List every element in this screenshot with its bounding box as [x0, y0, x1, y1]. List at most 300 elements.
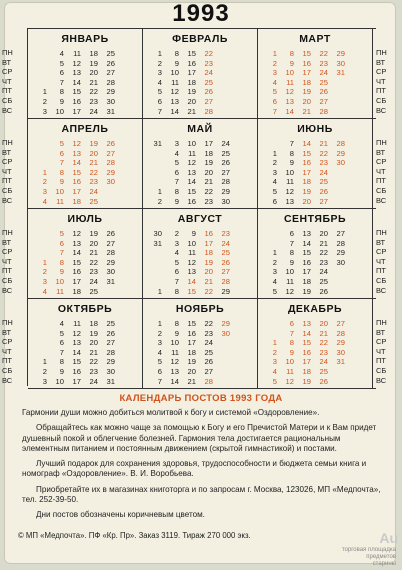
day-cell: 22 — [89, 257, 98, 267]
day-cell: 2 — [157, 328, 162, 338]
day-cell: 15 — [72, 167, 81, 177]
day-cell — [330, 267, 347, 277]
day-cell — [32, 139, 49, 149]
day-cell — [147, 177, 164, 187]
weekday-line — [147, 239, 255, 249]
day-cell: 13 — [302, 229, 311, 238]
day-cell — [330, 287, 347, 297]
day-cell: 26 — [319, 186, 328, 196]
weekday-label: ПН — [2, 228, 13, 237]
month-name: ОКТЯБРЬ — [57, 303, 113, 315]
day-cell: 25 — [319, 276, 328, 286]
day-cell: 3 — [157, 68, 162, 78]
day-cell: 9 — [191, 229, 196, 238]
weekday-label: ЧТ — [2, 346, 12, 356]
day-cell: 7 — [59, 158, 64, 168]
weekday-label: ВС — [376, 285, 387, 295]
day-cell: 8 — [289, 148, 294, 158]
day-cell: 24 — [221, 238, 230, 248]
day-cell: 26 — [319, 286, 328, 296]
weekday-line — [147, 87, 255, 97]
day-cell: 24 — [319, 357, 328, 367]
weekday-line — [32, 68, 140, 78]
day-cell: 25 — [204, 77, 213, 87]
weekday-line — [32, 367, 140, 377]
day-cell: 16 — [187, 328, 196, 338]
day-cell: 22 — [204, 319, 213, 328]
day-cell: 10 — [55, 376, 64, 386]
day-cell: 29 — [221, 186, 230, 196]
weekday-line — [32, 287, 140, 297]
day-cell: 10 — [285, 68, 294, 78]
weekday-group — [2, 138, 13, 205]
day-cell: 15 — [302, 248, 311, 258]
day-cell — [32, 239, 49, 249]
day-cell: 17 — [204, 139, 213, 148]
day-cell: 11 — [188, 248, 196, 258]
day-cell: 23 — [89, 96, 98, 106]
weekday-line — [147, 68, 255, 78]
weekday-label: ВС — [2, 195, 13, 205]
day-cell — [147, 277, 164, 287]
day-cell: 22 — [319, 148, 328, 158]
day-cell: 27 — [106, 238, 115, 248]
weekday-label: ПТ — [2, 266, 12, 276]
day-cell — [32, 229, 49, 239]
day-cell: 21 — [319, 328, 328, 338]
day-cell: 11 — [56, 196, 64, 206]
weekday-line — [262, 139, 370, 149]
weekday-label: ВТ — [376, 147, 386, 157]
weekday-label: ВТ — [2, 327, 12, 337]
day-cell: 13 — [170, 366, 179, 376]
day-cell: 31 — [106, 106, 115, 116]
day-cell: 31 — [153, 139, 162, 148]
day-cell: 28 — [106, 248, 115, 258]
month-block — [258, 299, 373, 388]
day-cell: 4 — [272, 366, 277, 376]
weekday-label: ПН — [376, 138, 387, 147]
month-days — [32, 139, 140, 206]
day-cell: 9 — [59, 96, 64, 106]
day-cell: 4 — [42, 286, 47, 296]
day-cell — [215, 78, 232, 88]
weekday-group — [2, 318, 13, 385]
weekday-label: ЧТ — [2, 256, 12, 266]
month-days — [262, 49, 370, 116]
day-cell: 13 — [72, 68, 81, 78]
day-cell: 2 — [272, 58, 277, 68]
day-cell: 22 — [204, 49, 213, 58]
weekday-label: ВТ — [2, 237, 12, 247]
day-cell: 24 — [221, 139, 230, 148]
month-block — [28, 29, 143, 118]
day-cell: 13 — [187, 267, 196, 277]
day-cell: 28 — [336, 328, 345, 338]
day-cell — [330, 87, 347, 97]
weekday-line — [147, 197, 255, 207]
day-cell: 2 — [157, 196, 162, 206]
day-cell: 3 — [272, 68, 277, 78]
day-cell: 19 — [302, 286, 311, 296]
month-name: СЕНТЯБРЬ — [283, 213, 347, 225]
day-cell: 8 — [289, 49, 294, 58]
day-cell: 15 — [72, 87, 81, 97]
day-cell: 16 — [302, 257, 311, 267]
day-cell: 11 — [188, 148, 196, 158]
day-cell: 24 — [89, 106, 98, 116]
weekday-label: ПН — [2, 318, 13, 327]
day-cell: 17 — [204, 238, 213, 248]
day-cell: 18 — [302, 276, 311, 286]
day-cell: 10 — [170, 68, 179, 78]
day-cell — [100, 197, 117, 207]
day-cell: 10 — [285, 167, 294, 177]
day-cell: 18 — [204, 148, 213, 158]
day-cell: 3 — [42, 186, 47, 196]
weekday-label: ЧТ — [376, 256, 386, 266]
day-cell: 2 — [272, 347, 277, 357]
day-cell: 29 — [106, 167, 115, 177]
day-cell: 28 — [106, 77, 115, 87]
paragraph-1: Гармонии души можно добиться молитвой к богу и системой «Оздоровление». — [22, 408, 320, 417]
weekday-line — [147, 377, 255, 387]
day-cell — [32, 59, 49, 69]
month-name: ИЮНЬ — [297, 123, 333, 135]
day-cell: 26 — [221, 158, 230, 168]
day-cell: 13 — [72, 338, 81, 348]
month-block — [143, 29, 258, 118]
month-days — [147, 49, 255, 116]
day-cell: 12 — [285, 286, 294, 296]
description-text — [22, 408, 386, 526]
weekday-line — [262, 367, 370, 377]
day-cell: 14 — [72, 158, 81, 168]
day-cell: 2 — [272, 257, 277, 267]
calendar-row — [28, 119, 376, 209]
day-cell: 29 — [221, 286, 230, 296]
day-cell: 19 — [89, 229, 98, 238]
day-cell: 25 — [89, 286, 98, 296]
day-cell: 28 — [336, 139, 345, 148]
day-cell: 27 — [319, 96, 328, 106]
watermark-line: торговая площадка — [341, 547, 396, 553]
day-cell: 8 — [174, 319, 179, 328]
weekday-line — [262, 97, 370, 107]
day-cell: 10 — [285, 267, 294, 277]
day-cell: 21 — [89, 248, 98, 258]
weekday-line — [147, 107, 255, 117]
day-cell: 1 — [272, 148, 277, 158]
weekday-line — [262, 258, 370, 268]
weekday-label: ВТ — [376, 237, 386, 247]
day-cell — [100, 287, 117, 297]
day-cell: 20 — [89, 148, 98, 158]
day-cell — [32, 78, 49, 88]
weekday-group — [376, 228, 387, 295]
weekday-group — [376, 48, 387, 115]
day-cell: 19 — [302, 87, 311, 97]
weekday-line — [147, 277, 255, 287]
month-block — [143, 119, 258, 208]
weekday-line — [32, 197, 140, 207]
day-cell: 21 — [187, 106, 196, 116]
day-cell: 25 — [204, 347, 213, 357]
weekday-label: СБ — [376, 185, 387, 195]
day-cell: 7 — [272, 106, 277, 116]
weekday-label: ЧТ — [2, 166, 12, 176]
month-days — [32, 49, 140, 116]
weekday-line — [262, 277, 370, 287]
weekday-label: ПТ — [2, 86, 12, 96]
weekday-label: ВТ — [376, 327, 386, 337]
day-cell: 29 — [336, 248, 345, 258]
day-cell — [330, 367, 347, 377]
weekday-label: ЧТ — [376, 166, 386, 176]
day-cell: 28 — [204, 106, 213, 116]
day-cell — [32, 49, 49, 59]
weekday-label: СБ — [376, 275, 387, 285]
day-cell: 31 — [106, 376, 115, 386]
day-cell: 26 — [106, 58, 115, 68]
day-cell: 7 — [157, 106, 162, 116]
weekday-line — [32, 348, 140, 358]
day-cell: 9 — [174, 328, 179, 338]
day-cell: 4 — [272, 276, 277, 286]
day-cell — [215, 357, 232, 367]
weekday-label: ПН — [376, 48, 387, 57]
month-days — [262, 229, 370, 296]
weekday-line — [262, 357, 370, 367]
day-cell: 2 — [157, 58, 162, 68]
day-cell: 6 — [174, 167, 179, 177]
day-cell: 12 — [285, 186, 294, 196]
day-cell: 19 — [89, 58, 98, 68]
day-cell: 1 — [42, 257, 47, 267]
paragraph-2: Обращайтесь как можно чаще за помощью к Богу и его Пречистой Матери и к Вам придет душевный покой и облегчение болезней. Гармония тела достигается рациональным элементным питанием и постоянным движением (скрытой гимнастикой) и постами. — [22, 423, 377, 453]
day-cell: 1 — [157, 286, 162, 296]
day-cell: 11 — [171, 77, 179, 87]
day-cell — [32, 149, 49, 159]
day-cell — [330, 97, 347, 107]
watermark-line: старины — [372, 561, 396, 567]
day-cell: 20 — [302, 96, 311, 106]
day-cell: 14 — [285, 106, 294, 116]
weekday-label: ПТ — [2, 356, 12, 366]
day-cell: 13 — [302, 319, 311, 328]
day-cell: 6 — [59, 338, 64, 348]
day-cell: 1 — [42, 87, 47, 97]
weekday-line — [147, 139, 255, 149]
month-name: ФЕВРАЛЬ — [172, 33, 228, 45]
weekday-label: ПТ — [2, 176, 12, 186]
day-cell: 5 — [157, 87, 162, 97]
month-block — [28, 209, 143, 298]
day-cell: 16 — [72, 267, 81, 277]
day-cell: 21 — [319, 139, 328, 148]
day-cell: 23 — [89, 267, 98, 277]
day-cell: 2 — [42, 366, 47, 376]
day-cell: 1 — [157, 49, 162, 58]
day-cell: 4 — [59, 49, 64, 58]
day-cell: 27 — [204, 366, 213, 376]
day-cell: 5 — [59, 328, 64, 338]
day-cell: 9 — [289, 347, 294, 357]
day-cell: 24 — [89, 276, 98, 286]
year-heading: 1993 — [172, 0, 230, 27]
weekday-line — [32, 139, 140, 149]
day-cell: 4 — [59, 319, 64, 328]
day-cell: 13 — [72, 238, 81, 248]
day-cell: 21 — [89, 347, 98, 357]
day-cell: 5 — [59, 58, 64, 68]
day-cell: 28 — [319, 106, 328, 116]
day-cell: 19 — [89, 328, 98, 338]
day-cell: 17 — [302, 68, 311, 78]
day-cell: 14 — [302, 328, 311, 338]
month-days — [262, 319, 370, 386]
day-cell: 9 — [59, 267, 64, 277]
day-cell: 6 — [272, 96, 277, 106]
day-cell: 23 — [319, 347, 328, 357]
day-cell: 9 — [174, 196, 179, 206]
day-cell: 18 — [89, 319, 98, 328]
weekday-label: ВС — [376, 105, 387, 115]
weekday-label: СР — [2, 157, 13, 167]
day-cell: 22 — [204, 286, 213, 296]
weekday-line — [32, 97, 140, 107]
day-cell: 7 — [59, 248, 64, 258]
day-cell: 18 — [204, 248, 213, 258]
day-cell: 14 — [302, 139, 311, 148]
day-cell: 29 — [106, 87, 115, 97]
day-cell — [330, 277, 347, 287]
day-cell: 15 — [187, 186, 196, 196]
weekday-line — [262, 49, 370, 59]
day-cell: 23 — [89, 366, 98, 376]
day-cell: 28 — [221, 177, 230, 187]
day-cell: 28 — [221, 276, 230, 286]
day-cell: 22 — [89, 167, 98, 177]
day-cell: 3 — [157, 338, 162, 348]
day-cell: 12 — [170, 87, 179, 97]
weekday-line — [262, 239, 370, 249]
day-cell: 4 — [174, 248, 179, 258]
day-cell: 20 — [89, 238, 98, 248]
day-cell: 28 — [106, 347, 115, 357]
month-name: АПРЕЛЬ — [61, 123, 109, 135]
weekday-line — [147, 149, 255, 159]
day-cell — [32, 319, 49, 329]
day-cell: 20 — [204, 167, 213, 177]
month-days — [32, 319, 140, 386]
day-cell: 8 — [174, 286, 179, 296]
day-cell: 1 — [157, 319, 162, 328]
day-cell — [330, 78, 347, 88]
weekday-label: СР — [2, 67, 13, 77]
day-cell: 10 — [55, 186, 64, 196]
month-days — [147, 139, 255, 206]
weekday-line — [147, 367, 255, 377]
month-name: МАЙ — [187, 123, 213, 135]
weekday-label: ВС — [376, 195, 387, 205]
month-block — [258, 119, 373, 208]
day-cell: 15 — [187, 319, 196, 328]
weekday-line — [147, 229, 255, 239]
day-cell: 19 — [187, 87, 196, 97]
weekday-line — [262, 177, 370, 187]
day-cell: 3 — [42, 106, 47, 116]
year-calendar-grid — [27, 28, 376, 386]
day-cell: 14 — [187, 276, 196, 286]
day-cell: 17 — [72, 376, 81, 386]
day-cell: 5 — [272, 186, 277, 196]
day-cell: 28 — [204, 376, 213, 386]
day-cell — [215, 367, 232, 377]
day-cell: 6 — [289, 319, 294, 328]
day-cell — [330, 107, 347, 117]
day-cell: 8 — [289, 248, 294, 258]
day-cell: 3 — [174, 139, 179, 148]
day-cell: 16 — [72, 177, 81, 187]
weekday-line — [262, 348, 370, 358]
day-cell: 27 — [336, 229, 345, 238]
day-cell — [147, 248, 164, 258]
weekday-label: ПТ — [376, 176, 386, 186]
day-cell: 4 — [272, 177, 277, 187]
weekday-line — [32, 87, 140, 97]
weekday-label: ПН — [2, 138, 13, 147]
day-cell: 23 — [319, 257, 328, 267]
day-cell: 16 — [187, 196, 196, 206]
weekday-line — [262, 158, 370, 168]
day-cell: 22 — [319, 248, 328, 258]
weekday-line — [32, 107, 140, 117]
day-cell — [215, 348, 232, 358]
day-cell: 1 — [42, 357, 47, 367]
day-cell: 16 — [302, 347, 311, 357]
day-cell: 27 — [221, 167, 230, 177]
weekday-line — [32, 49, 140, 59]
day-cell: 9 — [59, 177, 64, 187]
day-cell: 26 — [319, 376, 328, 386]
weekday-group — [2, 48, 13, 115]
day-cell: 31 — [336, 357, 345, 367]
day-cell: 21 — [204, 276, 213, 286]
weekday-label: СБ — [376, 95, 387, 105]
day-cell: 25 — [221, 248, 230, 258]
day-cell — [330, 187, 347, 197]
day-cell: 16 — [72, 96, 81, 106]
weekday-label: СБ — [2, 275, 13, 285]
day-cell: 21 — [89, 158, 98, 168]
day-cell: 24 — [204, 338, 213, 348]
day-cell: 14 — [302, 238, 311, 248]
day-cell: 30 — [106, 177, 115, 187]
month-days — [32, 229, 140, 296]
day-cell: 27 — [106, 68, 115, 78]
day-cell: 11 — [286, 177, 294, 187]
day-cell: 15 — [302, 338, 311, 348]
month-days — [262, 139, 370, 206]
day-cell: 5 — [59, 229, 64, 238]
day-cell — [262, 319, 279, 329]
day-cell: 17 — [72, 186, 81, 196]
day-cell: 1 — [272, 49, 277, 58]
watermark-logo: Au — [379, 530, 398, 546]
day-cell: 24 — [319, 68, 328, 78]
day-cell — [262, 229, 279, 239]
